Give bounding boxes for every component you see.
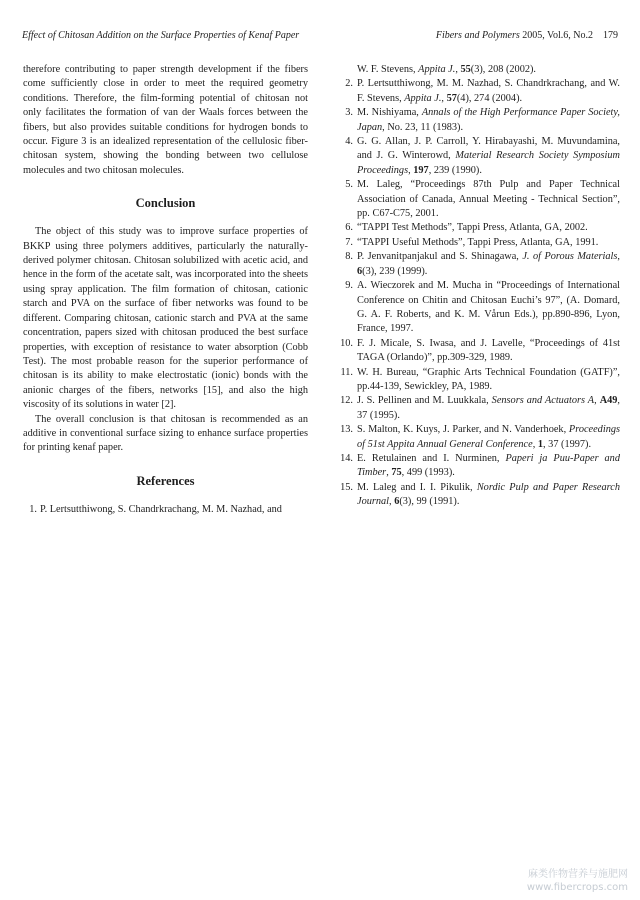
header-page-number: 179 — [603, 30, 618, 41]
reference-continuation — [338, 63, 620, 77]
reference-item — [338, 236, 620, 250]
reference-journal: Appita J. — [404, 92, 442, 104]
reference-details: , 499 (1993). — [401, 467, 455, 479]
reference-number: 10. — [340, 337, 353, 349]
reference-journal: Material Research Society Symposium Proceedings — [357, 150, 620, 176]
reference-separator: , — [532, 438, 538, 450]
header-journal-info — [436, 28, 618, 44]
reference-text: M. Laleg, “Proceedings 87th Pulp and Paper Technical Association of Canada, Annual Meeting - Technical Section”, pp. C67-C75, 2001. — [357, 179, 620, 220]
reference-separator: , — [389, 496, 395, 508]
reference-volume: 197 — [413, 164, 429, 176]
reference-item — [338, 452, 620, 481]
reference-number: 13. — [340, 424, 353, 436]
reference-number: 2. — [345, 78, 353, 90]
reference-item — [23, 503, 308, 517]
left-column — [23, 63, 308, 517]
reference-details: (3), 208 (2002). — [470, 64, 536, 75]
reference-number: 3. — [345, 107, 353, 119]
reference-volume: 6 — [357, 265, 363, 277]
reference-list-right — [338, 63, 620, 510]
reference-list-left — [23, 503, 308, 517]
watermark-site-name: 麻类作物营养与施肥网 — [528, 869, 628, 880]
reference-journal: Nordic Pulp and Paper Research Journal — [357, 481, 620, 508]
reference-details: (3), 99 (1991). — [399, 496, 460, 508]
reference-number: 15. — [340, 481, 353, 493]
reference-item — [338, 337, 620, 366]
reference-item — [338, 135, 620, 178]
reference-text: F. J. Micale, S. Iwasa, and J. Lavelle, “Proceedings of 41st TAGA (Orlando)”, pp.309-329, 1989. — [357, 337, 620, 364]
reference-text: “TAPPI Useful Methods”, Tappi Press, Atlanta, GA, 1991. — [357, 236, 599, 248]
reference-item — [338, 423, 620, 452]
reference-item — [338, 250, 620, 279]
reference-item — [338, 394, 620, 423]
reference-number: 8. — [345, 251, 353, 263]
reference-number: 1. — [29, 503, 37, 515]
reference-separator: , — [455, 64, 461, 75]
reference-item — [338, 178, 620, 221]
reference-number: 7. — [345, 236, 353, 248]
reference-text: G. G. Allan, J. P. Carroll, Y. Hirabayashi, M. Muvundamina, and J. G. Winterowd, — [357, 136, 620, 162]
reference-journal: Paperi ja Puu-Paper and Timber — [357, 452, 620, 479]
reference-authors: W. F. Stevens, — [357, 64, 419, 75]
reference-details: , No. 23, 11 (1983). — [382, 121, 464, 133]
reference-journal: J. of Porous Materials — [522, 251, 618, 263]
reference-item — [338, 481, 620, 510]
references-heading: References — [136, 473, 195, 488]
reference-text: M. Nishiyama, — [357, 107, 422, 119]
reference-separator: , — [441, 92, 447, 104]
reference-details: , 37 (1995). — [357, 395, 620, 421]
reference-volume: 57 — [446, 92, 457, 104]
reference-number: 5. — [345, 179, 353, 191]
reference-text: P. Jenvanitpanjakul and S. Shinagawa, — [357, 251, 523, 263]
reference-journal: Proceedings of 51st Appita Annual General Conference — [357, 424, 620, 450]
header-volume: 2005, Vol.6, No.2 — [522, 30, 593, 41]
conclusion-paragraph-1: The object of this study was to improve surface properties of BKKP using three polymers additives, particularly the naturally-derived polymer chitosan. Chitosan solubilized with acetic acid, and hence in the form of the acetate salt, was incorporated into the sheets using spray application. The film formation of chitosan, cationic starch and PVA on the surface of fiber networks was found to be different. Comparing chitosan, cationic starch and PVA at the same concentration, papers sized with chitosan produced the best surface properties, with exception of resistance to water absorption (Cobb Test). The most probable reason for the superior performance of chitosan is its ability to make electrostatic (ionic) bonds with the anionic charges of the fibers, networks [15], and also the high viscosity of its solutions in water [2]. — [23, 226, 308, 411]
header-article-title: Effect of Chitosan Addition on the Surface Properties of Kenaf Paper — [22, 30, 300, 41]
reference-text: M. Laleg and I. I. Pikulik, — [357, 481, 477, 493]
reference-text: P. Lertsutthiwong, M. M. Nazhad, S. Chandrkrachang, and W. F. Stevens, — [357, 78, 620, 104]
reference-text: S. Malton, K. Kuys, J. Parker, and N. Vanderhoek, — [357, 424, 569, 436]
reference-number: 12. — [340, 395, 353, 407]
intro-paragraph: therefore contributing to paper strength development if the fibers come sufficiently close in order to meet the required geometry conditions. Therefore, the film-forming potential of chitosan not only facilitates the formation of van der Waals forces between the fibers, but also provides suitable conditions for hydrogen bonds to occur. Figure 3 is an idealized representation of the cellulosic fiber-chitosan system, showing the bonding between two cellulose molecules and two chitosan molecules. — [23, 64, 308, 176]
reference-separator: , — [594, 395, 600, 407]
right-column — [338, 63, 620, 510]
reference-text: J. S. Pellinen and M. Luukkala, — [357, 395, 492, 407]
reference-volume: 6 — [394, 496, 400, 508]
reference-separator: , — [617, 251, 620, 263]
reference-number: 11. — [340, 366, 353, 378]
reference-volume: A49 — [599, 395, 618, 407]
reference-number: 9. — [345, 280, 353, 292]
reference-separator: , — [386, 467, 392, 479]
reference-item — [338, 77, 620, 106]
reference-item — [338, 279, 620, 337]
reference-journal: Appita J. — [418, 64, 456, 75]
reference-item — [338, 221, 620, 235]
reference-volume: 1 — [537, 438, 544, 450]
reference-journal: Annals of the High Performance Paper Society, Japan — [357, 107, 620, 133]
reference-text: A. Wieczorek and M. Mucha in “Proceedings of International Conference on Chitin and Chitosan Euchi’s 97”, (A. Domard, G. A. F. Roberts, and K. M. Vårun Eds.), pp.890-896, Lyon, France, 1997. — [357, 280, 620, 335]
conclusion-heading: Conclusion — [135, 196, 196, 211]
reference-volume: 55 — [460, 64, 471, 75]
reference-number: 14. — [340, 452, 353, 464]
reference-text: E. Retulainen and I. Nurminen, — [357, 452, 506, 464]
reference-item — [338, 106, 620, 135]
reference-item — [338, 366, 620, 395]
watermark-url: www.fibercrops.com — [526, 882, 628, 893]
reference-volume: 75 — [391, 467, 402, 479]
reference-text: P. Lertsutthiwong, S. Chandrkrachang, M. M. Nazhad, and — [40, 503, 282, 515]
reference-details: (4), 274 (2004). — [456, 92, 523, 104]
reference-journal: Sensors and Actuators A — [491, 395, 595, 407]
running-header — [22, 28, 618, 44]
reference-number: 6. — [345, 222, 353, 234]
reference-details: (3), 239 (1999). — [362, 265, 428, 277]
reference-details: , 37 (1997). — [543, 438, 592, 450]
reference-number: 4. — [345, 136, 353, 148]
conclusion-paragraph-2: The overall conclusion is that chitosan is recommended as an additive in conventional surface sizing to enhance surface properties for printing kenaf paper. — [23, 413, 308, 454]
reference-details: , 239 (1990). — [428, 164, 482, 176]
watermark — [527, 868, 628, 894]
reference-separator: , — [408, 164, 414, 176]
header-journal-name: Fibers and Polymers — [435, 30, 520, 41]
reference-text: W. H. Bureau, “Graphic Arts Technical Foundation (GATF)”, pp.44-139, Sewickley, PA, 1989. — [357, 366, 620, 392]
reference-text: “TAPPI Test Methods”, Tappi Press, Atlanta, GA, 2002. — [357, 222, 588, 234]
